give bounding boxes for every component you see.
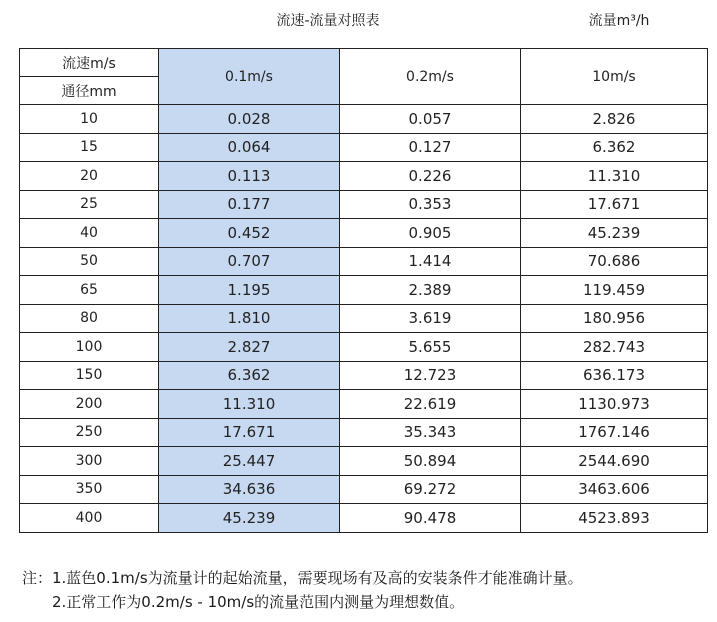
flow-cell-0-1: 1.195	[159, 276, 340, 305]
speed-header-10: 10m/s	[521, 49, 708, 105]
flow-cell-0-2: 0.905	[340, 219, 521, 248]
flow-cell-0-2: 69.272	[340, 475, 521, 504]
flow-cell-0-1: 0.064	[159, 133, 340, 162]
diameter-cell: 15	[20, 133, 159, 162]
diameter-cell: 100	[20, 333, 159, 362]
flow-cell-10: 4523.893	[521, 504, 708, 533]
flow-cell-0-1: 0.113	[159, 162, 340, 191]
diameter-cell: 400	[20, 504, 159, 533]
velocity-label-cell: 流速m/s	[20, 49, 159, 77]
diameter-cell: 250	[20, 418, 159, 447]
flow-cell-10: 11.310	[521, 162, 708, 191]
flow-cell-0-2: 0.127	[340, 133, 521, 162]
diameter-cell: 350	[20, 475, 159, 504]
flow-cell-0-2: 22.619	[340, 390, 521, 419]
table-row	[20, 361, 708, 390]
table-row	[20, 447, 708, 476]
speed-header-0-1: 0.1m/s	[159, 49, 340, 105]
table-row	[20, 190, 708, 219]
flow-cell-10: 3463.606	[521, 475, 708, 504]
flow-cell-0-1: 0.028	[159, 105, 340, 134]
flow-cell-0-1: 17.671	[159, 418, 340, 447]
flow-cell-10: 1767.146	[521, 418, 708, 447]
flow-cell-10: 45.239	[521, 219, 708, 248]
diameter-cell: 300	[20, 447, 159, 476]
flow-cell-0-2: 0.353	[340, 190, 521, 219]
diameter-cell: 40	[20, 219, 159, 248]
flow-cell-0-1: 0.707	[159, 247, 340, 276]
table-row	[20, 105, 708, 134]
table-row	[20, 276, 708, 305]
flow-cell-10: 119.459	[521, 276, 708, 305]
table-title: 流速-流量对照表	[276, 13, 380, 29]
flow-cell-0-1: 25.447	[159, 447, 340, 476]
diameter-cell: 20	[20, 162, 159, 191]
table-row	[20, 390, 708, 419]
flow-cell-0-2: 35.343	[340, 418, 521, 447]
diameter-cell: 10	[20, 105, 159, 134]
flow-cell-0-2: 50.894	[340, 447, 521, 476]
flow-cell-0-1: 0.177	[159, 190, 340, 219]
note-2: 2.正常工作为0.2m/s - 10m/s的流量范围内测量为理想数值。	[52, 593, 465, 611]
table-row	[20, 133, 708, 162]
table-row	[20, 247, 708, 276]
speed-header-0-2: 0.2m/s	[340, 49, 521, 105]
flow-cell-0-2: 2.389	[340, 276, 521, 305]
diameter-cell: 25	[20, 190, 159, 219]
diameter-cell: 50	[20, 247, 159, 276]
flow-cell-0-2: 90.478	[340, 504, 521, 533]
flow-cell-0-1: 45.239	[159, 504, 340, 533]
flow-cell-0-2: 1.414	[340, 247, 521, 276]
flow-cell-0-2: 0.057	[340, 105, 521, 134]
diameter-cell: 150	[20, 361, 159, 390]
flow-cell-0-1: 11.310	[159, 390, 340, 419]
flow-cell-0-1: 2.827	[159, 333, 340, 362]
table-row	[20, 418, 708, 447]
flow-cell-10: 1130.973	[521, 390, 708, 419]
table-row	[20, 475, 708, 504]
note-1: 注：1.蓝色0.1m/s为流量计的起始流量，需要现场有及高的安装条件才能准确计量。	[22, 569, 583, 587]
diameter-cell: 80	[20, 304, 159, 333]
flow-cell-10: 2.826	[521, 105, 708, 134]
table-row	[20, 504, 708, 533]
flow-cell-10: 6.362	[521, 133, 708, 162]
diameter-cell: 65	[20, 276, 159, 305]
flow-cell-10: 17.671	[521, 190, 708, 219]
diameter-cell: 200	[20, 390, 159, 419]
diameter-label-cell: 通径mm	[20, 77, 159, 105]
table-row	[20, 162, 708, 191]
flow-cell-0-1: 0.452	[159, 219, 340, 248]
flow-cell-10: 2544.690	[521, 447, 708, 476]
flow-cell-0-2: 12.723	[340, 361, 521, 390]
flow-unit-label: 流量m³/h	[588, 13, 650, 29]
flow-cell-10: 180.956	[521, 304, 708, 333]
flow-cell-10: 636.173	[521, 361, 708, 390]
flow-cell-0-1: 6.362	[159, 361, 340, 390]
flow-cell-0-1: 34.636	[159, 475, 340, 504]
flow-cell-0-1: 1.810	[159, 304, 340, 333]
flow-cell-10: 282.743	[521, 333, 708, 362]
notes	[22, 566, 583, 614]
flow-cell-0-2: 3.619	[340, 304, 521, 333]
flow-cell-0-2: 5.655	[340, 333, 521, 362]
table-row	[20, 304, 708, 333]
flow-cell-0-2: 0.226	[340, 162, 521, 191]
flow-table	[19, 48, 708, 533]
flow-cell-10: 70.686	[521, 247, 708, 276]
table-row	[20, 219, 708, 248]
header-row-velocity	[20, 49, 708, 77]
table-row	[20, 333, 708, 362]
